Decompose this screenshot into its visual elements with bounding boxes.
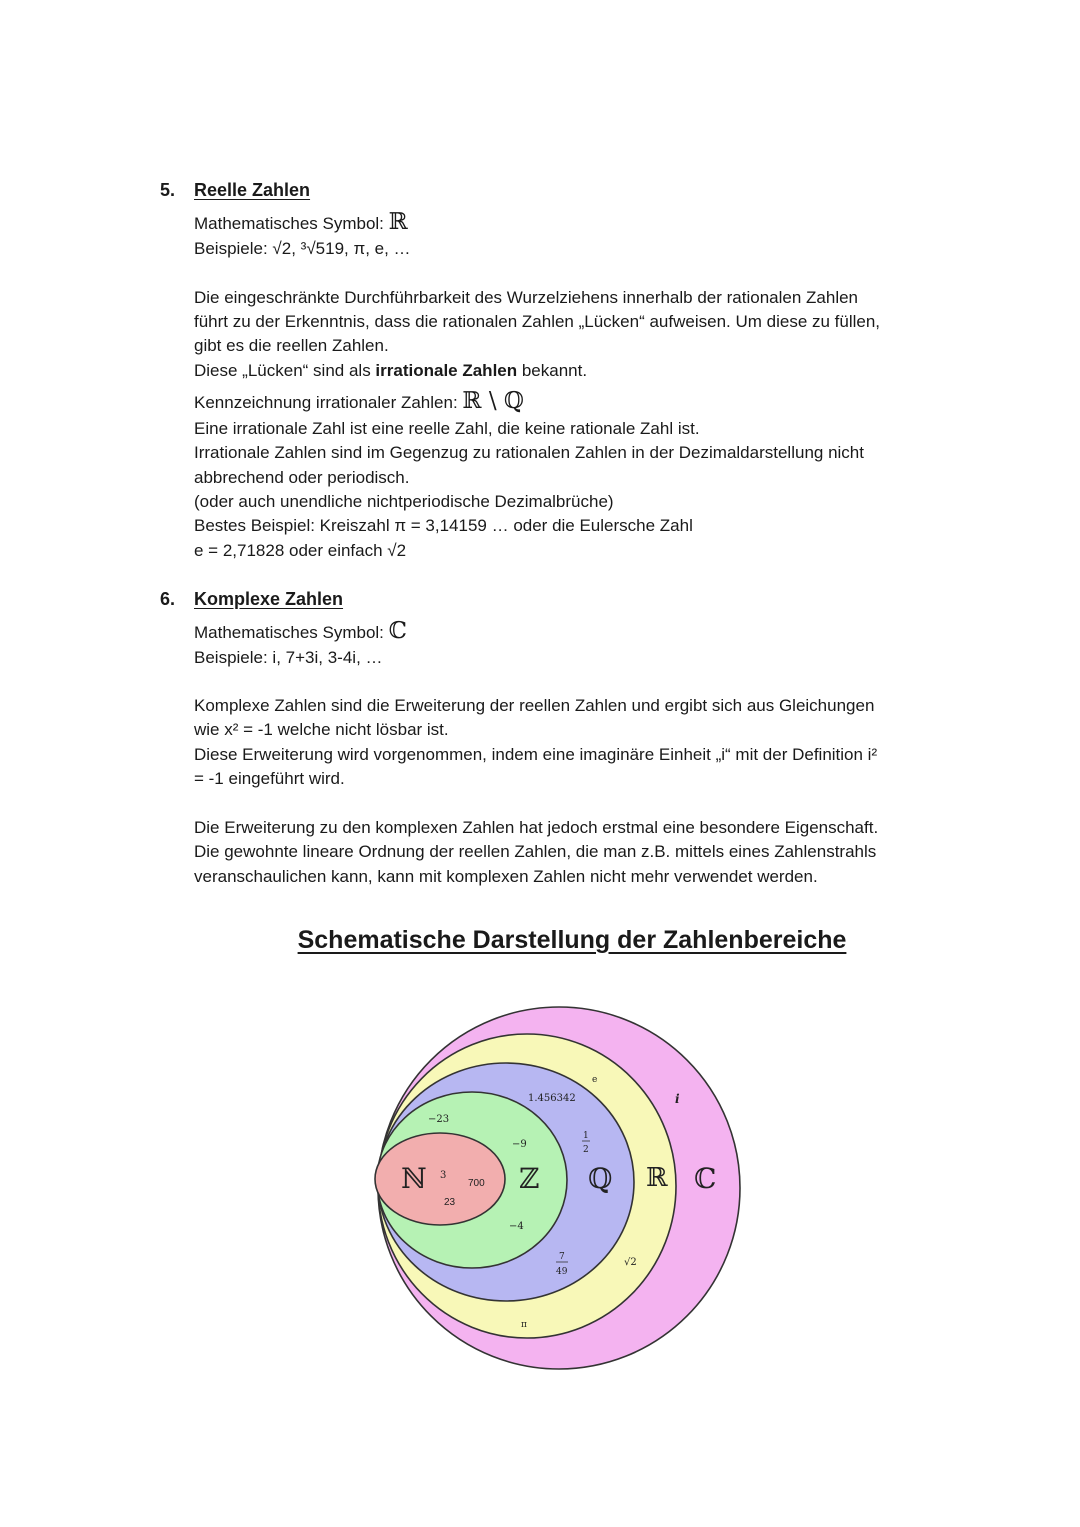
complex-symbol: ℂ — [388, 618, 407, 644]
symbol-label: Mathematisches Symbol: — [194, 623, 389, 642]
section-title: Komplexe Zahlen — [194, 589, 344, 609]
natural-symbol: ℕ — [401, 1162, 427, 1195]
set-example: −4 — [509, 1221, 524, 1232]
paragraph-line: Komplexe Zahlen sind die Erweiterung der reellen Zahlen und ergibt sich aus Gleichungen — [194, 696, 875, 715]
section-5-heading — [160, 180, 310, 201]
integer-symbol: ℤ — [519, 1162, 540, 1195]
detail-line: abbrechend oder periodisch. — [194, 468, 410, 487]
number-sets-diagram — [360, 995, 750, 1385]
paragraph-line: Diese Erweiterung wird vorgenommen, indem eine imaginäre Einheit „i“ mit der Definition i² — [194, 745, 878, 764]
paragraph-line: wie x² = -1 welche nicht lösbar ist. — [194, 720, 449, 739]
paragraph-line: gibt es die reellen Zahlen. — [194, 336, 389, 355]
kennzeichnung-line — [194, 389, 524, 415]
set-example: 23 — [444, 1197, 456, 1208]
diagram-title: Schematische Darstellung der Zahlenbereiche — [297, 926, 847, 954]
set-example: i — [675, 1092, 680, 1106]
fraction-numerator: 7 — [559, 1252, 565, 1262]
examples-line: Beispiele: √2, ³√519, π, e, … — [194, 239, 411, 258]
text: bekannt. — [517, 361, 588, 380]
fraction-numerator: 1 — [583, 1131, 589, 1141]
set-example: −23 — [428, 1114, 450, 1125]
fraction-denominator: 49 — [556, 1267, 568, 1277]
fraction-denominator: 2 — [583, 1145, 589, 1155]
paragraph-line: Die gewohnte lineare Ordnung der reellen Zahlen, die man z.B. mittels eines Zahlenstrahls — [194, 842, 877, 861]
set-example: −9 — [512, 1139, 527, 1150]
detail-line: e = 2,71828 oder einfach √2 — [194, 541, 407, 560]
section-6-heading — [160, 589, 343, 610]
paragraph-line: Die eingeschränkte Durchführbarkeit des Wurzelziehens innerhalb der rationalen Zahlen — [194, 288, 859, 307]
real-symbol: ℝ — [388, 209, 408, 235]
detail-line: Bestes Beispiel: Kreiszahl π = 3,14159 … oder die Eulersche Zahl — [194, 516, 693, 535]
paragraph-line: veranschaulichen kann, kann mit komplexen Zahlen nicht mehr verwendet werden. — [194, 867, 818, 886]
set-example: 3 — [440, 1170, 447, 1181]
examples-line: Beispiele: i, 7+3i, 3-4i, … — [194, 648, 383, 667]
set-example: √2 — [624, 1257, 637, 1268]
section-title: Reelle Zahlen — [194, 180, 311, 200]
symbol-line — [194, 619, 407, 645]
section-number: 6. — [160, 589, 176, 609]
paragraph-line: führt zu der Erkenntnis, dass die rationalen Zahlen „Lücken“ aufweisen. Um diese zu füllen, — [194, 312, 881, 331]
rational-symbol: ℚ — [588, 1162, 613, 1195]
set-example: 1.456342 — [528, 1093, 576, 1104]
bold-term: irrationale Zahlen — [375, 361, 518, 380]
set-difference-symbol: ℝ \ ℚ — [462, 388, 524, 414]
symbol-label: Mathematisches Symbol: — [194, 214, 389, 233]
set-example: π — [521, 1320, 527, 1330]
section-number: 5. — [160, 180, 176, 200]
set-example: 700 — [468, 1178, 485, 1189]
paragraph-line: Die Erweiterung zu den komplexen Zahlen hat jedoch erstmal eine besondere Eigenschaft. — [194, 818, 879, 837]
detail-line: (oder auch unendliche nichtperiodische Dezimalbrüche) — [194, 492, 614, 511]
symbol-line — [194, 210, 408, 236]
irrational-line — [194, 359, 587, 383]
detail-line: Irrationale Zahlen sind im Gegenzug zu rationalen Zahlen in der Dezimaldarstellung nicht — [194, 443, 864, 462]
text: Diese „Lücken“ sind als — [194, 361, 376, 380]
complex-symbol-diagram: ℂ — [694, 1162, 717, 1195]
set-example: e — [592, 1075, 598, 1085]
text: Kennzeichnung irrationaler Zahlen: — [194, 393, 463, 412]
paragraph-line: = -1 eingeführt wird. — [194, 769, 345, 788]
detail-line: Eine irrationale Zahl ist eine reelle Zahl, die keine rationale Zahl ist. — [194, 419, 700, 438]
real-symbol-diagram: ℝ — [646, 1163, 668, 1193]
